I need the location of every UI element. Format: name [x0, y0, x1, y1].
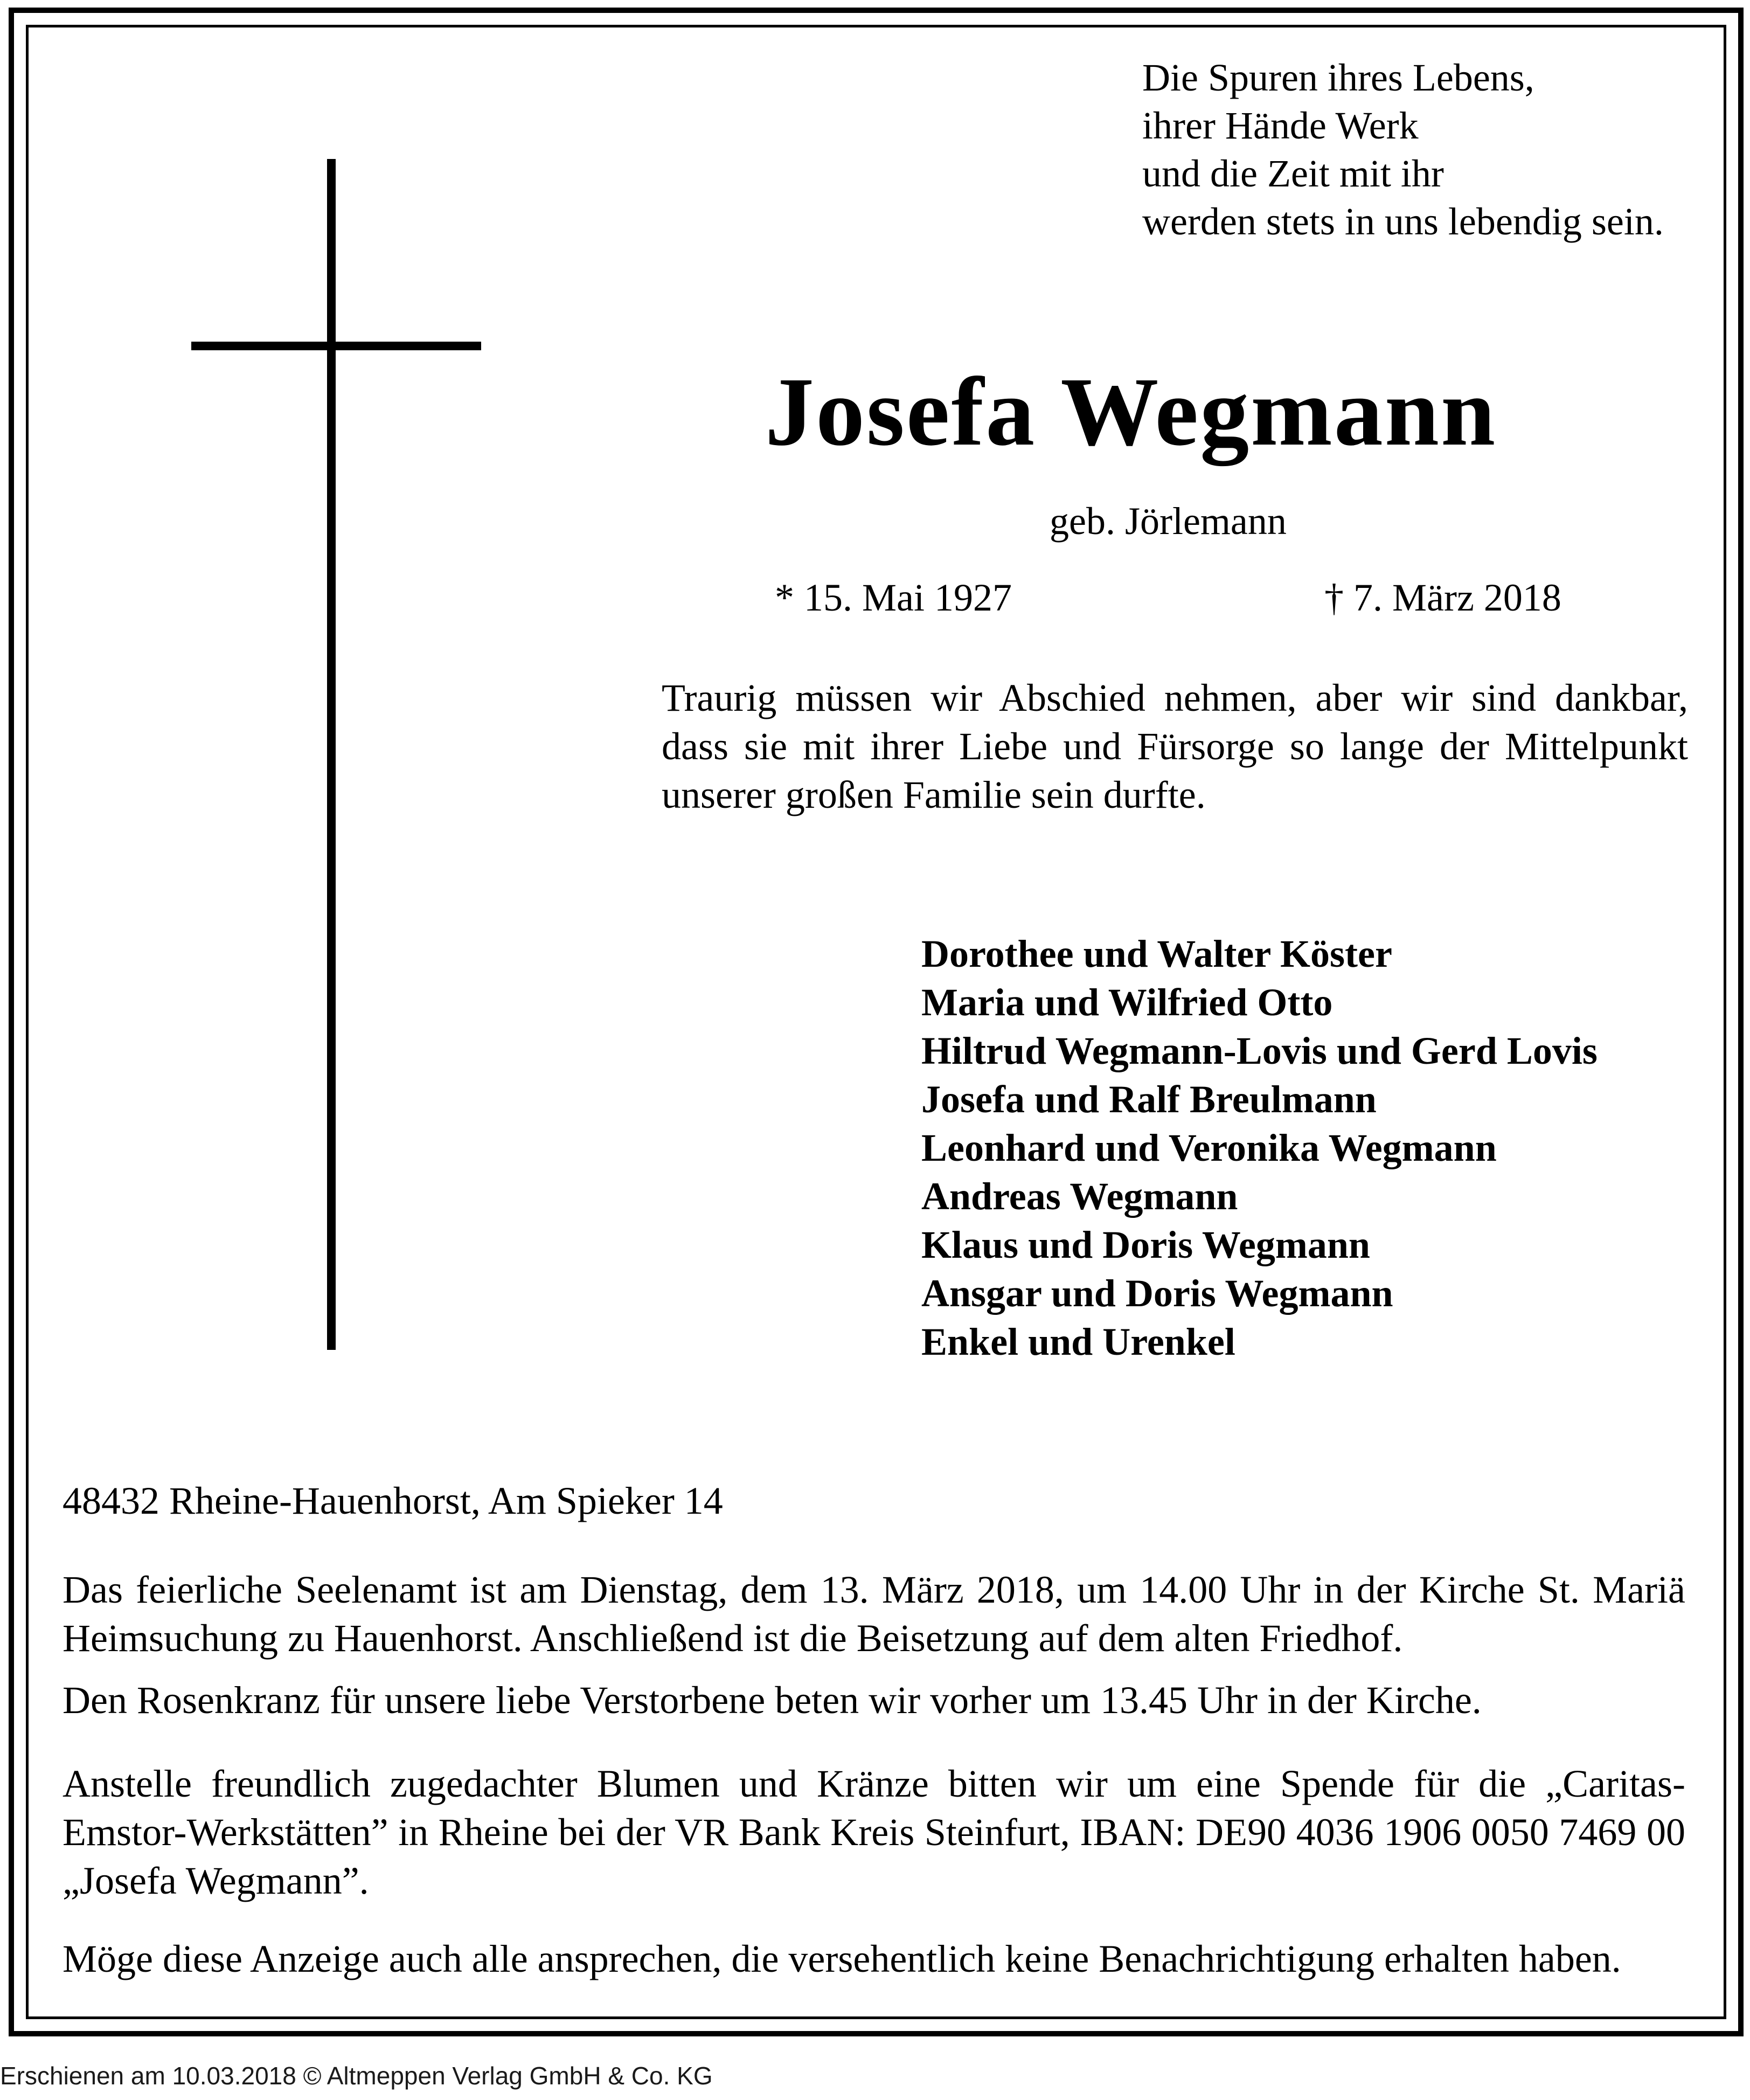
service-line: Das feierliche Seelenamt ist am Dienstag, dem 13. März 2018, um 14.00 Uhr in der Kirche St. Mariä — [63, 1568, 1685, 1611]
farewell-line: unserer großen Familie sein durfte. — [662, 773, 1206, 816]
address: 48432 Rheine-Hauenhorst, Am Spieker 14 — [63, 1479, 723, 1522]
publication-footer: Erschienen am 10.03.2018 © Altmeppen Verlag GmbH & Co. KG — [0, 2062, 713, 2090]
birth-date: * 15. Mai 1927 — [775, 576, 1012, 619]
poem-line: Die Spuren ihres Lebens, — [1142, 56, 1534, 99]
donation-text — [63, 1759, 1685, 1905]
farewell-text — [662, 674, 1688, 819]
family-member: Hiltrud Wegmann-Lovis und Gerd Lovis — [921, 1029, 1598, 1072]
closing-line: Möge diese Anzeige auch alle ansprechen, die versehentlich keine Benachrichtigung erhalten haben. — [63, 1937, 1621, 1980]
family-member: Klaus und Doris Wegmann — [921, 1223, 1370, 1266]
death-date: † 7. März 2018 — [1324, 576, 1561, 619]
service-line: Heimsuchung zu Hauenhorst. Anschließend ist die Beisetzung auf dem alten Friedhof. — [63, 1617, 1403, 1660]
cross-vertical-bar — [327, 159, 336, 1350]
cross-horizontal-bar — [191, 342, 481, 350]
family-member: Dorothee und Walter Köster — [921, 932, 1392, 975]
farewell-line: dass sie mit ihrer Liebe und Fürsorge so lange der Mittelpunkt — [662, 725, 1688, 768]
service-text — [63, 1565, 1685, 1662]
closing-text — [63, 1935, 1685, 1983]
rosary-text — [63, 1676, 1685, 1724]
family-member: Leonhard und Veronika Wegmann — [921, 1126, 1497, 1169]
birth-name: geb. Jörlemann — [1050, 500, 1287, 543]
poem-line: ihrer Hände Werk — [1142, 104, 1419, 147]
farewell-line: Traurig müssen wir Abschied nehmen, aber wir sind dankbar, — [662, 676, 1688, 719]
family-list — [921, 930, 1598, 1366]
family-member: Josefa und Ralf Breulmann — [921, 1078, 1377, 1121]
poem-line: und die Zeit mit ihr — [1142, 152, 1444, 195]
rosary-line: Den Rosenkranz für unsere liebe Verstorbene beten wir vorher um 13.45 Uhr in der Kirche. — [63, 1679, 1482, 1722]
deceased-name: Josefa Wegmann — [765, 358, 1497, 466]
donation-line: Anstelle freundlich zugedachter Blumen und Kränze bitten wir um eine Spende für die „Caritas- — [63, 1762, 1685, 1805]
poem-line: werden stets in uns lebendig sein. — [1142, 200, 1664, 243]
poem — [1142, 54, 1664, 246]
family-member: Ansgar und Doris Wegmann — [921, 1272, 1393, 1315]
donation-line: Emstor-Werkstätten” in Rheine bei der VR Bank Kreis Steinfurt, IBAN: DE90 4036 1906 0050 7469 00 — [63, 1811, 1685, 1854]
donation-line: „Josefa Wegmann”. — [63, 1859, 369, 1902]
family-member: Enkel und Urenkel — [921, 1320, 1235, 1363]
family-member: Maria und Wilfried Otto — [921, 981, 1333, 1024]
family-member: Andreas Wegmann — [921, 1175, 1238, 1218]
